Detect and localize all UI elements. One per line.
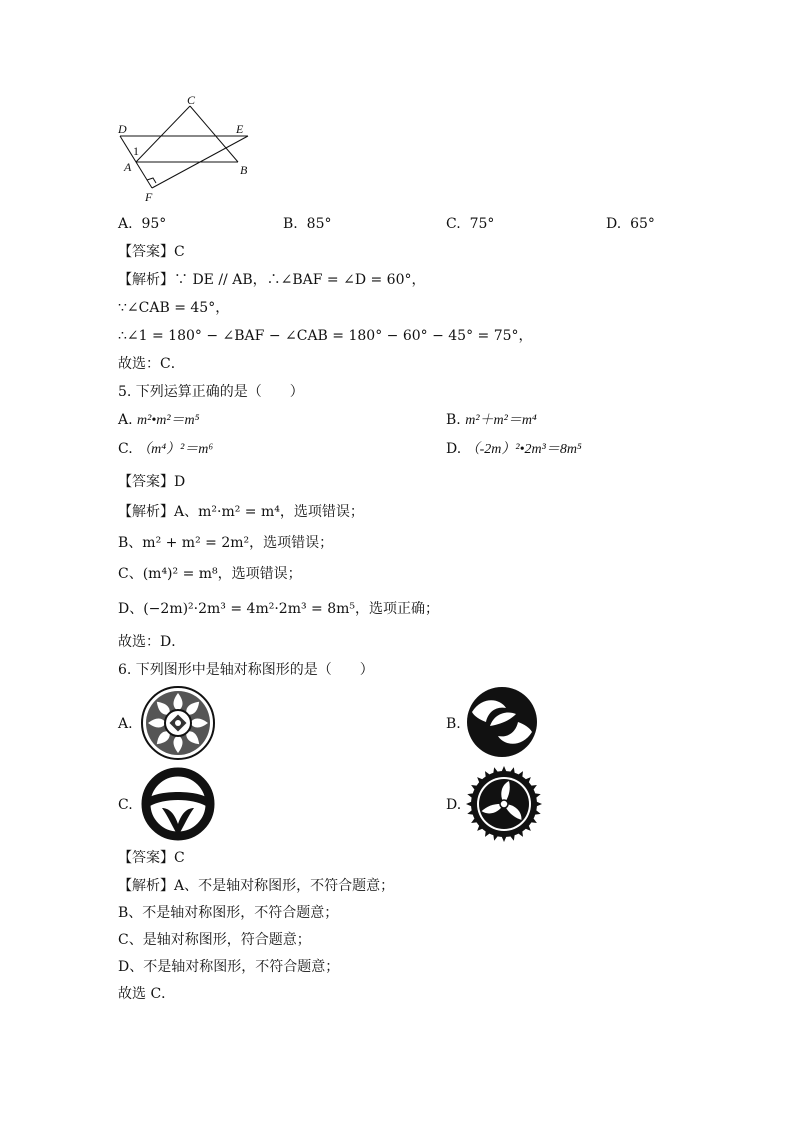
q5-analysis-line: C、(m⁴)² = m⁸，选项错误；	[118, 566, 302, 582]
label-C: C	[187, 93, 196, 107]
q6-stem: 6. 下列图形中是轴对称图形的是（ ）	[118, 662, 374, 678]
q4-option-d: D. 65°	[606, 216, 655, 232]
q6-option-d-letter: D.	[446, 797, 462, 813]
q6-analysis-line: 【解析】A、不是轴对称图形，不符合题意；	[118, 878, 395, 894]
q5-option-d: D. （-2m）²•2m³＝8m⁵	[446, 441, 582, 457]
line-CA	[136, 106, 190, 162]
q6-option-a-letter: A.	[118, 716, 133, 732]
label-D: D	[118, 122, 127, 136]
gear-emblem-icon	[465, 765, 543, 843]
q4-analysis-line: ∵∠CAB = 45°，	[118, 300, 230, 316]
q5-answer: 【答案】D	[118, 474, 186, 490]
q4-analysis-line: ∴∠1 = 180° − ∠BAF − ∠CAB = 180° − 60° − 45° = 75°，	[118, 328, 533, 344]
q4-analysis-line: 【解析】∵ DE // AB，∴∠BAF = ∠D = 60°，	[118, 272, 426, 288]
q6-analysis-line: D、不是轴对称图形，不符合题意；	[118, 959, 340, 975]
sun-emblem-icon	[140, 685, 216, 761]
label-E: E	[236, 122, 244, 136]
q5-analysis-line: 【解析】A、m²·m² = m⁴，选项错误；	[118, 504, 364, 520]
q4-answer: 【答案】C	[118, 244, 185, 260]
q5-analysis-line: D、(−2m)²·2m³ = 4m²·2m³ = 8m⁵，选项正确；	[118, 601, 440, 617]
label-B: B	[240, 163, 248, 177]
q6-analysis-line: 故选 C．	[118, 986, 176, 1002]
q4-option-c: C. 75°	[446, 216, 495, 232]
q5-analysis-line: B、m² + m² = 2m²，选项错误；	[118, 535, 334, 551]
label-F: F	[145, 190, 153, 204]
q5-option-c: C. （m⁴）²＝m⁶	[118, 441, 214, 457]
q4-option-a: A. 95°	[118, 216, 167, 232]
q6-option-b-letter: B.	[446, 716, 461, 732]
q5-option-b: B. m²＋m²＝m⁴	[446, 412, 537, 428]
q5-analysis-line: 故选：D．	[118, 634, 186, 650]
q4-option-b: B. 85°	[283, 216, 332, 232]
label-A: A	[124, 160, 132, 174]
line-CB	[190, 106, 238, 162]
label-angle-1: 1	[133, 144, 139, 158]
q6-analysis-line: B、不是轴对称图形，不符合题意；	[118, 905, 339, 921]
q4-analysis-line: 故选：C．	[118, 356, 185, 372]
q6-analysis-line: C、是轴对称图形，符合题意；	[118, 932, 311, 948]
ring-emblem-icon	[140, 766, 216, 842]
q6-option-c-letter: C.	[118, 797, 133, 813]
q5-stem: 5. 下列运算正确的是（ ）	[118, 384, 304, 400]
q5-option-a: A. m²•m²＝m⁵	[118, 412, 200, 428]
q6-answer: 【答案】C	[118, 850, 185, 866]
leaf-emblem-icon	[466, 686, 538, 758]
